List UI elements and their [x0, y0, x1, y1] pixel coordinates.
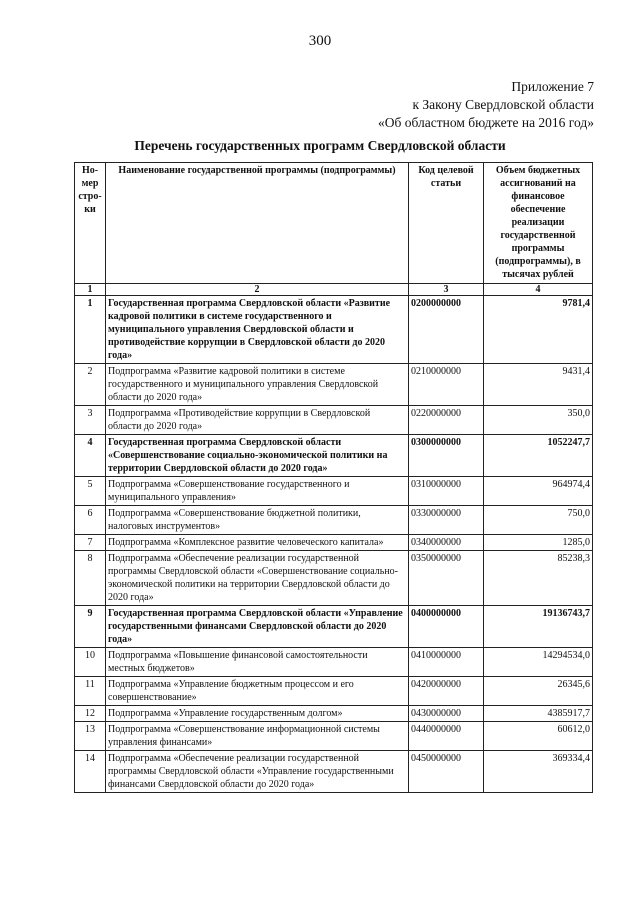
- target-code-cell: 0300000000: [409, 435, 484, 477]
- document-title: Перечень государственных программ Свердловской области: [134, 138, 506, 153]
- table-row: [75, 648, 593, 677]
- row-number-cell: 4: [75, 435, 106, 477]
- budget-amount-cell: 4385917,7: [484, 706, 593, 722]
- row-number-cell: 12: [75, 706, 106, 722]
- target-code-cell: 0220000000: [409, 406, 484, 435]
- table-row: [75, 706, 593, 722]
- program-name-cell: Подпрограмма «Развитие кадровой политики в системе государственного и муниципального управления Свердловской области до 2020 года»: [106, 364, 409, 406]
- budget-amount-cell: 60612,0: [484, 722, 593, 751]
- table-row: [75, 677, 593, 706]
- program-name-cell: Подпрограмма «Обеспечение реализации государственной программы Свердловской области «Управление государственными финансами Свердловской области до 2020 года»: [106, 751, 409, 793]
- budget-amount-cell: 350,0: [484, 406, 593, 435]
- budget-amount-cell: 26345,6: [484, 677, 593, 706]
- program-name-cell: Подпрограмма «Управление государственным долгом»: [106, 706, 409, 722]
- header-budget-amount: Объем бюджетных ассигнований на финансовое обеспечение реализации государственной программы (подпрограммы), в тысячах рублей: [484, 163, 593, 284]
- budget-amount-cell: 1052247,7: [484, 435, 593, 477]
- program-name-cell: Государственная программа Свердловской области «Управление государственными финансами Свердловской области до 2020 года»: [106, 606, 409, 648]
- appendix-header: [378, 78, 594, 132]
- row-number-cell: 8: [75, 551, 106, 606]
- column-number: 2: [106, 284, 409, 296]
- target-code-cell: 0400000000: [409, 606, 484, 648]
- table-row: [75, 722, 593, 751]
- target-code-cell: 0330000000: [409, 506, 484, 535]
- header-target-code: Код целевой статьи: [409, 163, 484, 284]
- header-program-name: Наименование государственной программы (подпрограммы): [106, 163, 409, 284]
- appendix-line-1: Приложение 7: [511, 79, 594, 94]
- target-code-cell: 0340000000: [409, 535, 484, 551]
- table-row: [75, 406, 593, 435]
- table-row: [75, 477, 593, 506]
- budget-amount-cell: 9431,4: [484, 364, 593, 406]
- header-row-number: Но-мер стро-ки: [75, 163, 106, 284]
- budget-amount-cell: 19136743,7: [484, 606, 593, 648]
- program-name-cell: Подпрограмма «Совершенствование информационной системы управления финансами»: [106, 722, 409, 751]
- table-row: [75, 506, 593, 535]
- row-number-cell: 5: [75, 477, 106, 506]
- appendix-line-3: «Об областном бюджете на 2016 год»: [378, 115, 594, 130]
- budget-amount-cell: 750,0: [484, 506, 593, 535]
- row-number-cell: 14: [75, 751, 106, 793]
- target-code-cell: 0430000000: [409, 706, 484, 722]
- row-number-cell: 13: [75, 722, 106, 751]
- row-number-cell: 1: [75, 296, 106, 364]
- budget-amount-cell: 369334,4: [484, 751, 593, 793]
- program-name-cell: Государственная программа Свердловской области «Совершенствование социально-экономической политики на территории Свердловской области до 2020 года»: [106, 435, 409, 477]
- target-code-cell: 0310000000: [409, 477, 484, 506]
- page-number: 300: [308, 33, 332, 49]
- program-name-cell: Подпрограмма «Совершенствование бюджетной политики, налоговых инструментов»: [106, 506, 409, 535]
- program-name-cell: Подпрограмма «Обеспечение реализации государственной программы Свердловской области «Совершенствование социально-экономической политики на территории Свердловской области до 2020 года»: [106, 551, 409, 606]
- row-number-cell: 11: [75, 677, 106, 706]
- target-code-cell: 0200000000: [409, 296, 484, 364]
- table-row: [75, 751, 593, 793]
- table-row: [75, 435, 593, 477]
- column-number: 4: [484, 284, 593, 296]
- appendix-line-2: к Закону Свердловской области: [412, 97, 594, 112]
- table-row: [75, 296, 593, 364]
- target-code-cell: 0420000000: [409, 677, 484, 706]
- table-row: [75, 551, 593, 606]
- program-name-cell: Подпрограмма «Комплексное развитие человеческого капитала»: [106, 535, 409, 551]
- program-name-cell: Подпрограмма «Управление бюджетным процессом и его совершенствование»: [106, 677, 409, 706]
- table-row: [75, 364, 593, 406]
- row-number-cell: 7: [75, 535, 106, 551]
- program-name-cell: Подпрограмма «Противодействие коррупции в Свердловской области до 2020 года»: [106, 406, 409, 435]
- table-column-numbers-row: [75, 284, 593, 296]
- program-name-cell: Государственная программа Свердловской области «Развитие кадровой политики в системе государственного и муниципального управления Свердловской области и противодействие коррупции в Свердловской области до 2020 года»: [106, 296, 409, 364]
- row-number-cell: 9: [75, 606, 106, 648]
- program-name-cell: Подпрограмма «Повышение финансовой самостоятельности местных бюджетов»: [106, 648, 409, 677]
- table-row: [75, 606, 593, 648]
- row-number-cell: 10: [75, 648, 106, 677]
- target-code-cell: 0350000000: [409, 551, 484, 606]
- target-code-cell: 0210000000: [409, 364, 484, 406]
- row-number-cell: 6: [75, 506, 106, 535]
- table-header-row: [75, 163, 593, 284]
- row-number-cell: 3: [75, 406, 106, 435]
- target-code-cell: 0410000000: [409, 648, 484, 677]
- program-name-cell: Подпрограмма «Совершенствование государственного и муниципального управления»: [106, 477, 409, 506]
- budget-amount-cell: 85238,3: [484, 551, 593, 606]
- budget-amount-cell: 964974,4: [484, 477, 593, 506]
- budget-amount-cell: 1285,0: [484, 535, 593, 551]
- column-number: 3: [409, 284, 484, 296]
- target-code-cell: 0440000000: [409, 722, 484, 751]
- column-number: 1: [75, 284, 106, 296]
- table-row: [75, 535, 593, 551]
- table-body: [75, 296, 593, 793]
- target-code-cell: 0450000000: [409, 751, 484, 793]
- budget-amount-cell: 9781,4: [484, 296, 593, 364]
- row-number-cell: 2: [75, 364, 106, 406]
- programs-table: [74, 162, 593, 793]
- budget-amount-cell: 14294534,0: [484, 648, 593, 677]
